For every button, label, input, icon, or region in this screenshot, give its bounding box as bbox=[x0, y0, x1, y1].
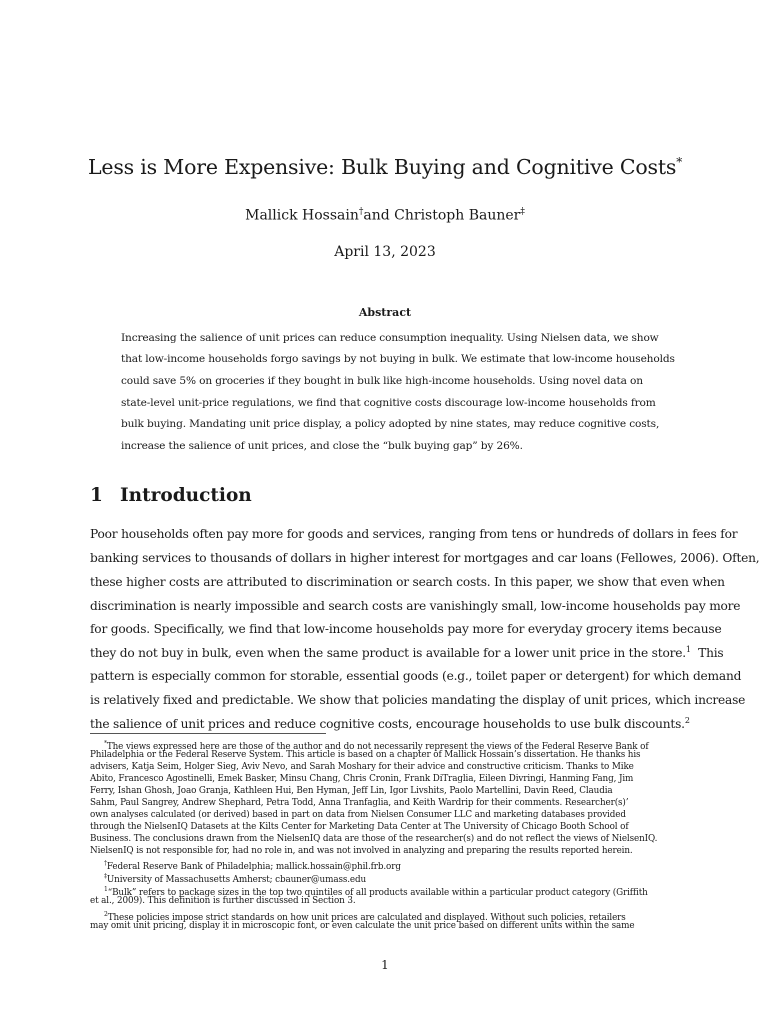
footnote-text: The views expressed here are those of the author and do not necessarily represent the views of the Federal Reserve Bank of bbox=[106, 741, 649, 752]
body-line: these higher costs are attributed to discrimination or search costs. In this paper, we show that even when bbox=[90, 575, 725, 589]
footnote-line: Ferry, Ishan Ghosh, Joao Granja, Kathleen Hui, Ben Hyman, Jeff Lin, Igor Livshits, Paolo Martellini, Davin Reed, Claudia bbox=[90, 786, 613, 796]
footnote-ref-2[interactable]: 2 bbox=[684, 716, 690, 725]
footnote-line: Sahm, Paul Sangrey, Andrew Shephard, Petra Todd, Anna Tranfaglia, and Keith Wardrip for their comments. Researcher(s)’ bbox=[90, 798, 629, 808]
body-text: This bbox=[698, 646, 724, 661]
footnote-text: Federal Reserve Bank of Philadelphia; mallick.hossain@phil.frb.org bbox=[106, 861, 401, 872]
page-number: 1 bbox=[381, 958, 389, 972]
title-text: Less is More Expensive: Bulk Buying and Cognitive Costs bbox=[88, 155, 677, 179]
footnote-mark: 1 bbox=[104, 886, 108, 893]
footnote-text: “Bulk” refers to package sizes in the top two quintiles of all products available within a particular product category (Griffith bbox=[107, 887, 648, 898]
title-footnote-mark: * bbox=[676, 155, 682, 170]
body-line bbox=[90, 645, 724, 661]
footnote-line: Abito, Francesco Agostinelli, Emek Basker, Minsu Chang, Chris Cronin, Frank DiTraglia, Eileen Divringi, Hanming Fang, Jim bbox=[90, 774, 634, 784]
abstract-line: increase the salience of unit prices, and close the “bulk buying gap” by 26%. bbox=[121, 440, 523, 452]
footnote-ref-1[interactable]: 1 bbox=[685, 645, 691, 654]
footnote-text: These policies impose strict standards on how unit prices are calculated and displayed. Without such policies, retailers bbox=[107, 912, 626, 923]
footnote-line: et al., 2009). This definition is further discussed in Section 3. bbox=[90, 896, 356, 906]
author-first: Mallick Hossain bbox=[245, 207, 359, 224]
author-second-mark: ‡ bbox=[520, 207, 525, 217]
author-first-mark: † bbox=[358, 207, 364, 217]
footnote-divider bbox=[90, 733, 326, 734]
body-line: for goods. Specifically, we find that low-income households pay more for everyday grocery items because bbox=[90, 622, 722, 636]
section-heading bbox=[90, 485, 252, 506]
abstract-line: state-level unit-price regulations, we find that cognitive costs discourage low-income households from bbox=[121, 397, 656, 409]
author-line bbox=[0, 207, 770, 224]
body-line: is relatively fixed and predictable. We show that policies mandating the display of unit prices, which increase bbox=[90, 693, 746, 707]
abstract-line: Increasing the salience of unit prices can reduce consumption inequality. Using Nielsen data, we show bbox=[121, 332, 659, 344]
abstract-line: that low-income households forgo savings by not buying in bulk. We estimate that low-income households bbox=[121, 353, 675, 365]
body-text: the salience of unit prices and reduce cognitive costs, encourage households to use bulk discounts. bbox=[90, 717, 685, 732]
body-line: discrimination is nearly impossible and search costs are vanishingly small, low-income households pay more bbox=[90, 599, 741, 613]
footnote-mark: ‡ bbox=[104, 873, 107, 880]
paper-title bbox=[0, 155, 770, 179]
body-text: they do not buy in bulk, even when the same product is available for a lower unit price in the store. bbox=[90, 646, 686, 661]
footnote-line: own analyses calculated (or derived) based in part on data from Nielsen Consumer LLC and marketing databases provided bbox=[90, 810, 626, 820]
abstract-line: could save 5% on groceries if they bought in bulk like high-income households. Using novel data on bbox=[121, 375, 643, 387]
body-line: banking services to thousands of dollars in higher interest for mortgages and car loans (Fellowes, 2006). Often, bbox=[90, 551, 760, 565]
author-second: and Christoph Bauner bbox=[363, 207, 521, 224]
footnote-mark: 2 bbox=[104, 911, 108, 918]
footnote-line: through the NielsenIQ Datasets at the Kilts Center for Marketing Data Center at The University of Chicago Booth School of bbox=[90, 822, 629, 832]
footnote-line: may omit unit pricing, display it in microscopic font, or even calculate the unit price based on different units within the same bbox=[90, 921, 635, 931]
abstract-line: bulk buying. Mandating unit price display, a policy adopted by nine states, may reduce cognitive costs, bbox=[121, 418, 660, 430]
footnote-line: advisers, Katja Seim, Holger Sieg, Aviv Nevo, and Sarah Moshary for their advice and constructive criticism. Thanks to Mike bbox=[90, 762, 634, 772]
footnote-text: University of Massachusetts Amherst; cbauner@umass.edu bbox=[106, 874, 367, 885]
footnote-line: Business. The conclusions drawn from the NielsenIQ data are those of the researcher(s) and do not reflect the views of NielsenIQ. bbox=[90, 834, 658, 844]
footnote-line: NielsenIQ is not responsible for, had no role in, and was not involved in analyzing and preparing the results reported herein. bbox=[90, 846, 633, 856]
section-title: Introduction bbox=[120, 485, 252, 506]
paper-date: April 13, 2023 bbox=[334, 244, 436, 260]
body-line: pattern is especially common for storable, essential goods (e.g., toilet paper or detergent) for which demand bbox=[90, 669, 742, 683]
footnote-line: Philadelphia or the Federal Reserve System. This article is based on a chapter of Mallick Hossain’s dissertation. He thanks his bbox=[90, 750, 641, 760]
body-line: Poor households often pay more for goods and services, ranging from tens or hundreds of dollars in fees for bbox=[90, 527, 738, 541]
footnote-mark: * bbox=[104, 740, 107, 747]
abstract-heading: Abstract bbox=[358, 306, 412, 319]
footnote-mark: † bbox=[104, 860, 107, 867]
body-line bbox=[90, 716, 690, 732]
section-number: 1 bbox=[90, 485, 103, 506]
